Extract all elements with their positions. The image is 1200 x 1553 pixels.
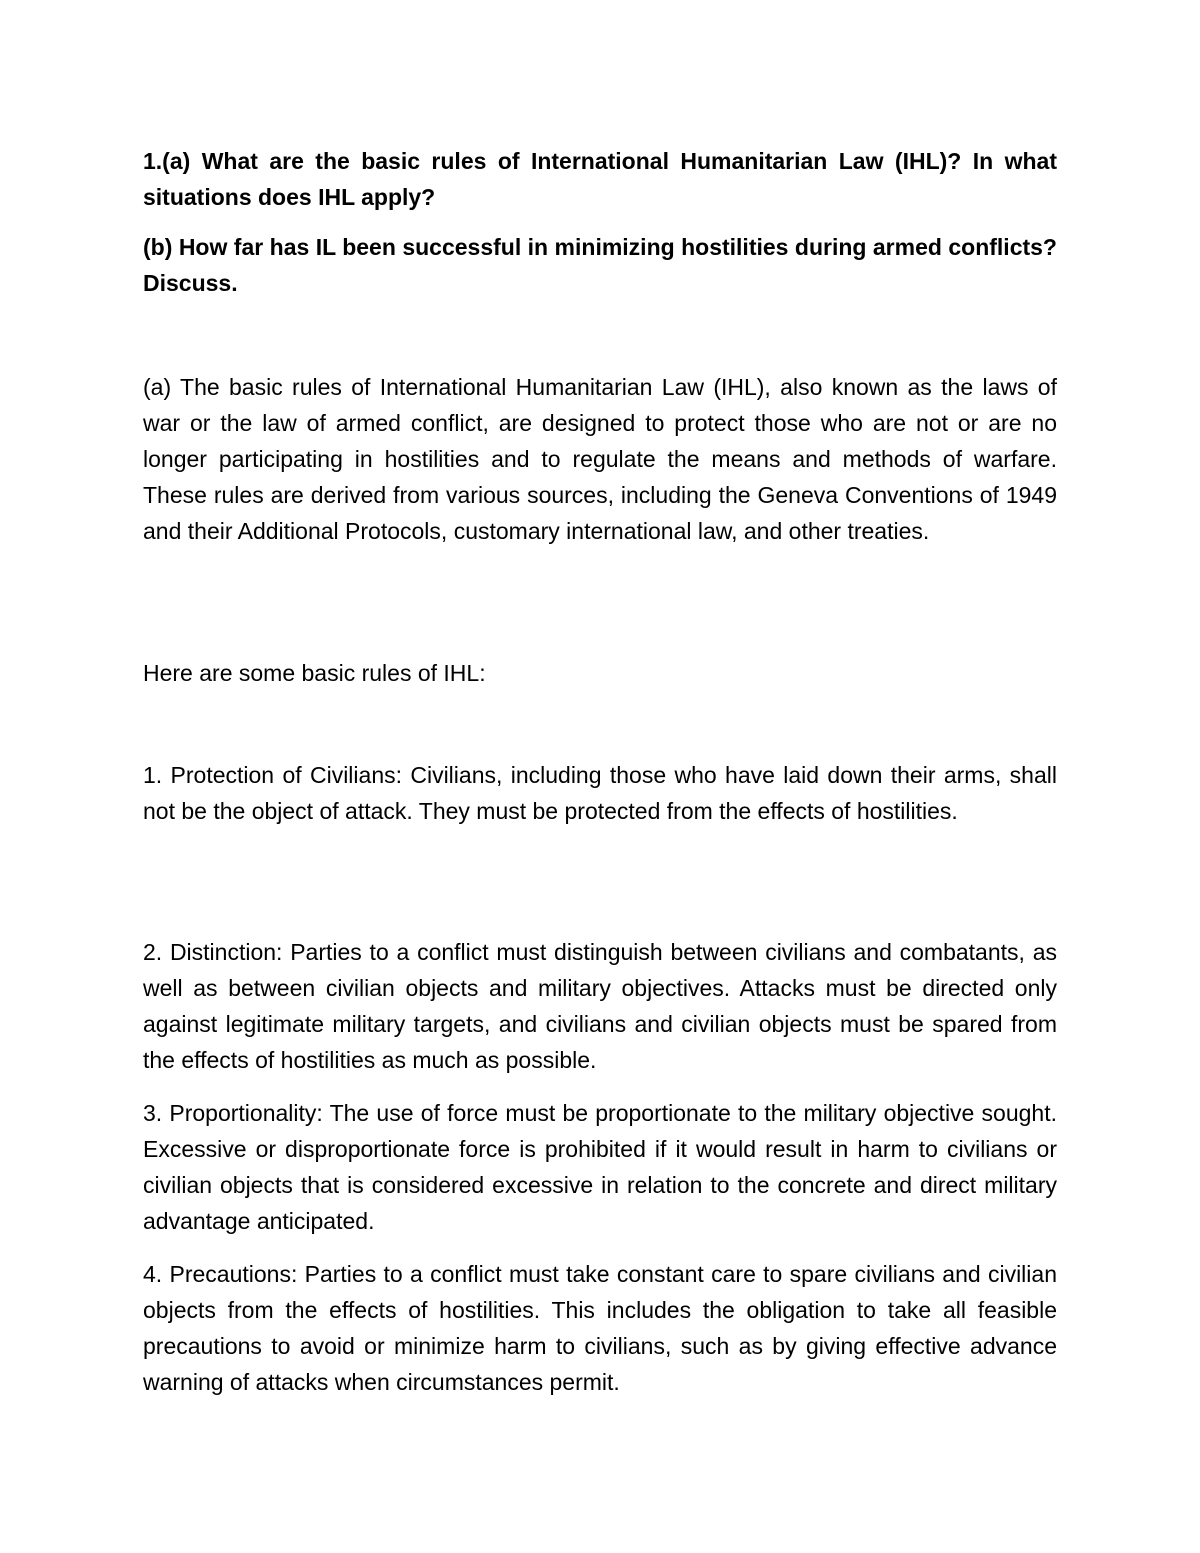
rule-precautions: 4. Precautions: Parties to a conflict must take constant care to spare civilians and civilian objects from the effects of hostilities. This includes the obligation to take all feasible precautions to avoid or minimize harm to civilians, such as by giving effective advance warning of attacks when circumstances permit. <box>143 1261 1057 1395</box>
rules-heading: Here are some basic rules of IHL: <box>143 660 486 686</box>
question-a: 1.(a) What are the basic rules of International Humanitarian Law (IHL)? In what situations does IHL apply? <box>143 148 1057 210</box>
rule-protection-of-civilians: 1. Protection of Civilians: Civilians, including those who have laid down their arms, shall not be the object of attack. They must be protected from the effects of hostilities. <box>143 762 1057 824</box>
answer-intro-paragraph: (a) The basic rules of International Humanitarian Law (IHL), also known as the laws of war or the law of armed conflict, are designed to protect those who are not or are no longer participating in hostilities and to regulate the means and methods of warfare. These rules are derived from various sources, including the Geneva Conventions of 1949 and their Additional Protocols, customary international law, and other treaties. <box>143 374 1057 544</box>
rule-proportionality: 3. Proportionality: The use of force must be proportionate to the military objective sought. Excessive or disproportionate force is prohibited if it would result in harm to civilians or civilian objects that is considered excessive in relation to the concrete and direct military advantage anticipated. <box>143 1100 1057 1234</box>
question-b: (b) How far has IL been successful in minimizing hostilities during armed conflicts? Discuss. <box>143 234 1057 296</box>
rule-distinction: 2. Distinction: Parties to a conflict must distinguish between civilians and combatants, as well as between civilian objects and military objectives. Attacks must be directed only against legitimate military targets, and civilians and civilian objects must be spared from the effects of hostilities as much as possible. <box>143 939 1057 1073</box>
